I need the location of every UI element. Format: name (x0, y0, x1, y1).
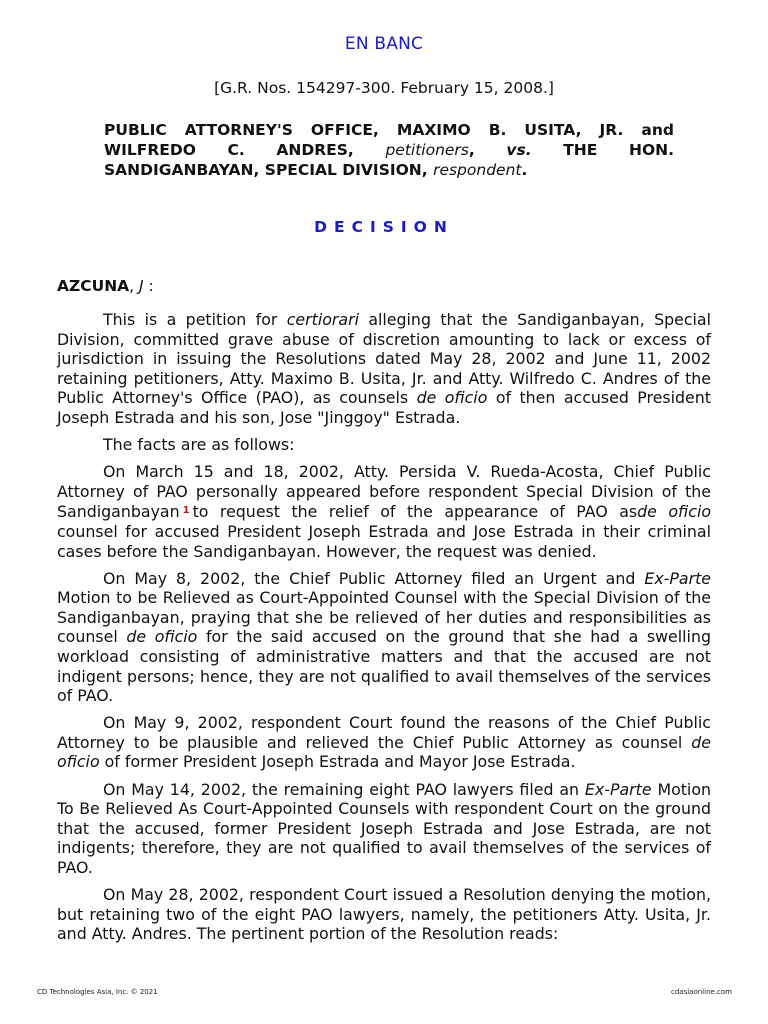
paragraph-2: The facts are as follows: (103, 435, 295, 455)
text: On May 9, 2002, respondent Court found the reasons of the Chief Public Attorney to be plausible and relieved the Chief Public Attorney as counsel (57, 713, 711, 752)
case-number: [G.R. Nos. 154297-300. February 15, 2008.] (214, 79, 554, 97)
case-caption: PUBLIC ATTORNEY'S OFFICE, MAXIMO B. USITA, JR. and WILFREDO C. ANDRES, petitioners, vs. THE HON. SANDIGANBAYAN, SPECIAL DIVISION, respondent. (104, 121, 674, 179)
footnote-link[interactable]: 1 (182, 505, 190, 517)
italic-term: Ex-Parte (584, 779, 652, 799)
versus-label: vs. (506, 141, 532, 159)
paragraph-6 (57, 780, 711, 878)
italic-term: de oficio (416, 388, 488, 408)
italic-term: de oficio (57, 732, 711, 772)
respondent-label: respondent (433, 161, 522, 179)
ponente-title: J (139, 277, 144, 295)
decision-body (57, 310, 711, 951)
text: of former President Joseph Estrada and Mayor Jose Estrada. (104, 752, 576, 772)
petitioners-names: PUBLIC ATTORNEY'S OFFICE, MAXIMO B. USITA, JR. and WILFREDO C. ANDRES (104, 121, 674, 159)
ponente-name: AZCUNA (57, 277, 130, 295)
text: Motion To Be Relieved As Court-Appointed Counsels with respondent Court on the ground that the accused, former President Joseph Estrada and Jose Estrada, are not indigents; therefore, they are not qualified to avail themselves of the services of PAO. (57, 779, 711, 877)
ponente: AZCUNA, J : (57, 277, 154, 295)
italic-term: de oficio (126, 627, 198, 647)
petitioners-label: petitioners (385, 141, 469, 159)
italic-term: de oficio (637, 502, 711, 522)
text: to request the relief of the appearance of PAO as (192, 502, 638, 522)
italic-term: Ex-Parte (644, 568, 712, 588)
text: On May 8, 2002, the Chief Public Attorney filed an Urgent and (103, 568, 636, 588)
footer-copyright: CD Technologies Asia, Inc. © 2021 (37, 988, 158, 996)
text: of then accused President Joseph Estrada and his son, Jose "Jinggoy" Estrada. (57, 388, 711, 427)
text: for the said accused on the ground that she had a swelling workload consisting of administrative matters and that the accused are not indigent persons; hence, they are not qualified to avail themselves of the services of PAO. (57, 627, 711, 706)
decision-heading: DECISION (314, 218, 454, 236)
text: On May 14, 2002, the remaining eight PAO lawyers filed an (103, 779, 580, 799)
footer-website[interactable]: cdasiaonline.com (671, 988, 732, 996)
italic-term: certiorari (286, 310, 359, 329)
text: This is a petition for (103, 310, 278, 329)
paragraph-4 (57, 569, 711, 706)
paragraph-7: On May 28, 2002, respondent Court issued a Resolution denying the motion, but retaining two of the eight PAO lawyers, namely, the petitioners Atty. Usita, Jr. and Atty. Andres. The pertinent portion of the Resolution reads: (57, 885, 711, 944)
text: On March 15 and 18, 2002, Atty. Persida V. Rueda-Acosta, Chief Public Attorney of PAO personally appeared before respondent Special Division of the Sandiganbayan (57, 462, 711, 522)
division-heading: EN BANC (344, 34, 424, 54)
text: alleging that the Sandiganbayan, Special Division, committed grave abuse of discretion amounting to lack or excess of jurisdiction in issuing the Resolutions dated May 28, 2002 and June 11, 2002 retaining petitioners, Atty. Maximo B. Usita, Jr. and Atty. Wilfredo C. Andres of the Public Attorney's Office (PAO), as counsels (57, 310, 711, 408)
text: Motion to be Relieved as Court-Appointed Counsel with the Special Division of the Sandiganbayan, praying that she be relieved of her duties and responsibilities as counsel (57, 588, 711, 647)
paragraph-3 (57, 462, 711, 561)
text: counsel for accused President Joseph Estrada and Jose Estrada in their criminal cases before the Sandiganbayan. However, the request was denied. (57, 521, 711, 561)
respondent-name: THE HON. SANDIGANBAYAN, SPECIAL DIVISION (104, 141, 674, 179)
page-footer (37, 988, 732, 996)
paragraph-5 (57, 713, 711, 772)
paragraph-1 (57, 310, 711, 428)
